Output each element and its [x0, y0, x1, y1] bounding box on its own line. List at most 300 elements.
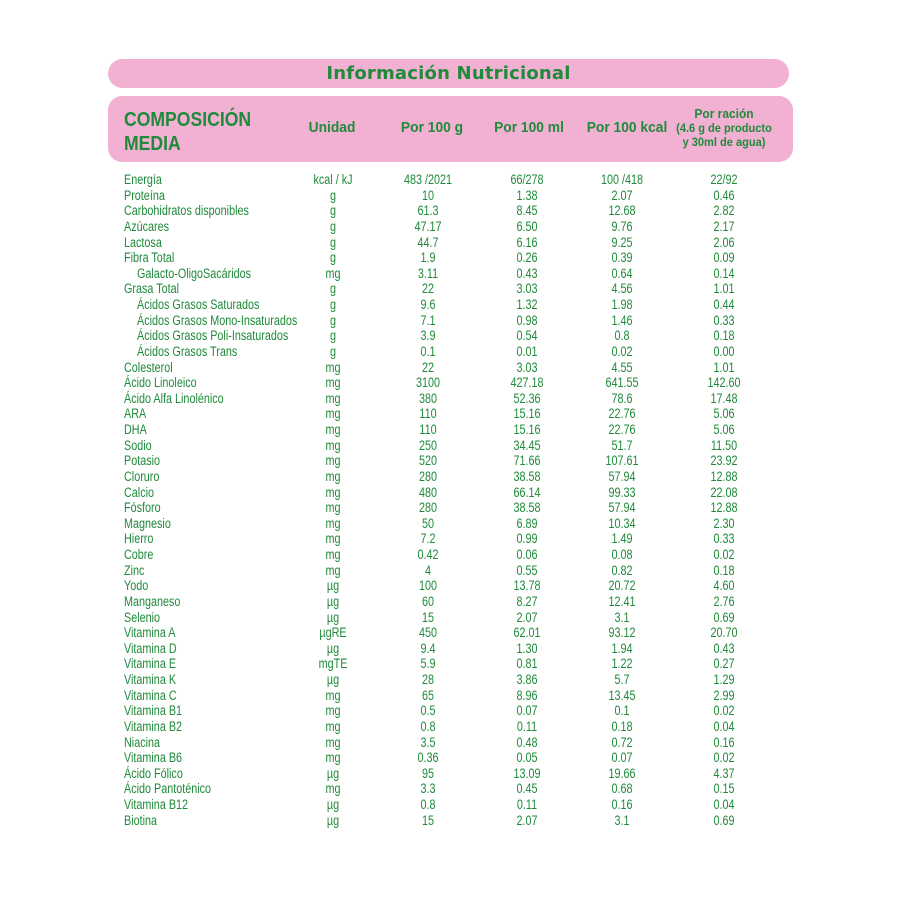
header-composition-line1: COMPOSICIÓN: [124, 109, 252, 131]
per-100g-cell: 50: [421, 515, 435, 531]
table-row: [0, 250, 900, 266]
unit-cell: mg: [325, 406, 341, 422]
per-100ml-cell: 0.43: [516, 265, 538, 281]
page-title: Información Nutricional: [326, 63, 571, 84]
nutrient-name: Fósforo: [124, 500, 161, 516]
table-row: [0, 531, 900, 547]
nutrient-name: Vitamina E: [124, 656, 177, 672]
per-100kcal-cell: 0.64: [611, 265, 633, 281]
per-100ml-cell: 0.55: [516, 562, 538, 578]
per-100g-cell: 60: [421, 593, 435, 609]
per-100ml-cell: 0.11: [516, 797, 538, 812]
per-100ml-cell: 0.07: [516, 703, 538, 719]
per-100kcal-cell: 20.72: [608, 578, 636, 594]
header-unit: Unidad: [308, 119, 356, 136]
per-100g-cell: 0.5: [420, 703, 436, 719]
per-serving-cell: 0.33: [713, 312, 735, 328]
per-100kcal-cell: 1.98: [611, 297, 633, 312]
per-100kcal-cell: 9.76: [611, 218, 633, 234]
nutrient-name: Ácidos Grasos Mono-Insaturados: [137, 312, 298, 328]
unit-cell: mg: [325, 562, 341, 578]
per-100g-cell: 7.1: [420, 312, 436, 328]
nutrient-name: Vitamina K: [124, 672, 177, 687]
per-100ml-cell: 0.48: [516, 734, 538, 750]
nutrient-name: Ácido Pantoténico: [124, 781, 212, 797]
table-row: [0, 594, 900, 610]
per-100kcal-cell: 12.68: [608, 203, 636, 219]
header-composition: [124, 108, 265, 156]
per-100kcal-cell: 0.16: [611, 797, 633, 812]
per-100kcal-cell: 4.55: [611, 359, 633, 375]
per-100kcal-cell: 5.7: [614, 672, 630, 687]
per-100g-cell: 61.3: [417, 203, 439, 219]
nutrient-name: Yodo: [124, 578, 149, 594]
nutrient-name: Cloruro: [124, 468, 160, 484]
per-100g-cell: 0.36: [417, 750, 439, 766]
table-row: [0, 750, 900, 766]
per-100kcal-cell: 0.8: [614, 328, 630, 344]
table-row: [0, 344, 900, 360]
table-row: [0, 360, 900, 376]
per-serving-cell: 0.18: [713, 562, 735, 578]
per-100g-cell: 280: [418, 468, 438, 484]
per-100ml-cell: 8.96: [516, 687, 538, 703]
nutrient-name: Ácidos Grasos Poli-Insaturados: [137, 328, 289, 344]
table-row: [0, 219, 900, 235]
per-100kcal-cell: 107.61: [605, 453, 639, 469]
table-row: [0, 313, 900, 329]
per-100ml-cell: 0.45: [516, 781, 538, 797]
per-serving-cell: 0.09: [713, 250, 735, 266]
unit-cell: mg: [325, 484, 341, 500]
nutrient-name: Vitamina C: [124, 687, 177, 703]
per-100kcal-cell: 3.1: [614, 812, 630, 828]
unit-cell: g: [329, 234, 336, 250]
per-serving-cell: 2.99: [713, 687, 735, 703]
per-100g-cell: 0.8: [420, 797, 436, 812]
per-serving-cell: 0.69: [713, 812, 735, 828]
per-100ml-cell: 0.26: [516, 250, 538, 266]
per-100kcal-cell: 22.76: [608, 422, 636, 437]
nutrient-name: Grasa Total: [124, 281, 180, 297]
per-serving-cell: 1.01: [713, 281, 735, 297]
per-100kcal-cell: 2.07: [611, 187, 633, 203]
header-per-100kcal: Por 100 kcal: [586, 119, 668, 136]
per-100ml-cell: 0.54: [516, 328, 538, 344]
unit-cell: µgRE: [319, 625, 347, 641]
unit-cell: mg: [325, 718, 341, 734]
per-100ml-cell: 15.16: [513, 422, 541, 437]
table-row: [0, 391, 900, 407]
unit-cell: mg: [325, 531, 341, 547]
unit-cell: g: [329, 297, 336, 312]
nutrient-name: Ácidos Grasos Trans: [137, 343, 238, 359]
nutrient-name: Azúcares: [124, 218, 170, 234]
per-serving-cell: 1.29: [713, 672, 735, 687]
per-100g-cell: 480: [418, 484, 438, 500]
per-serving-cell: 0.27: [713, 656, 735, 672]
per-100ml-cell: 15.16: [513, 406, 541, 422]
per-100kcal-cell: 0.82: [611, 562, 633, 578]
per-100ml-cell: 0.06: [516, 547, 538, 562]
nutrient-name: Proteína: [124, 187, 165, 203]
table-row: [0, 406, 900, 422]
nutrient-name: Ácidos Grasos Saturados: [137, 297, 260, 312]
per-100ml-cell: 1.38: [516, 187, 538, 203]
unit-cell: g: [329, 312, 336, 328]
nutrient-name: Fibra Total: [124, 250, 175, 266]
nutrient-name: Zinc: [124, 562, 145, 578]
per-100g-cell: 110: [419, 406, 437, 422]
per-100ml-cell: 0.81: [516, 656, 538, 672]
header-per-serving-line3: y 30ml de agua): [682, 135, 766, 149]
nutrient-name: Potasio: [124, 453, 161, 469]
per-100g-cell: 9.6: [420, 297, 436, 312]
table-row: [0, 235, 900, 251]
unit-cell: mg: [325, 515, 341, 531]
table-row: [0, 781, 900, 797]
per-100ml-cell: 0.05: [516, 750, 538, 766]
table-row: [0, 453, 900, 469]
per-100ml-cell: 0.01: [516, 343, 538, 359]
per-100g-cell: 22: [421, 359, 435, 375]
per-serving-cell: 0.02: [713, 750, 735, 766]
per-100kcal-cell: 1.22: [611, 656, 633, 672]
per-100g-cell: 0.42: [417, 547, 439, 562]
per-serving-cell: 2.76: [713, 593, 735, 609]
per-100ml-cell: 38.58: [513, 500, 541, 516]
per-serving-cell: 22.08: [710, 484, 738, 500]
header-per-serving-line2: (4.6 g de producto: [676, 121, 772, 135]
per-100kcal-cell: 13.45: [608, 687, 636, 703]
per-100g-cell: 520: [418, 453, 438, 469]
per-serving-cell: 0.33: [713, 531, 735, 547]
nutrition-table: [0, 172, 900, 828]
header-per-serving-line1: Por ración: [694, 106, 754, 121]
nutrient-name: Ácido Fólico: [124, 765, 183, 781]
nutrient-name: Cobre: [124, 547, 154, 562]
per-100ml-cell: 62.01: [513, 625, 541, 641]
table-row: [0, 703, 900, 719]
per-100g-cell: 44.7: [417, 234, 439, 250]
unit-cell: g: [329, 203, 336, 219]
table-row: [0, 422, 900, 438]
table-header: [108, 96, 793, 162]
per-100kcal-cell: 1.94: [611, 640, 633, 656]
unit-cell: mg: [325, 500, 341, 516]
per-100kcal-cell: 19.66: [608, 765, 636, 781]
unit-cell: mg: [325, 437, 341, 453]
per-100ml-cell: 3.86: [516, 672, 538, 687]
per-serving-cell: 0.02: [713, 547, 735, 562]
unit-cell: g: [329, 343, 336, 359]
per-100ml-cell: 6.16: [516, 234, 538, 250]
table-row: [0, 578, 900, 594]
unit-cell: µg: [326, 609, 340, 625]
per-100kcal-cell: 51.7: [611, 437, 633, 453]
header-per-100ml: Por 100 ml: [494, 119, 564, 136]
per-100kcal-cell: 0.08: [611, 547, 633, 562]
per-100g-cell: 4: [424, 562, 431, 578]
per-100g-cell: 100: [418, 578, 438, 594]
per-100g-cell: 5.9: [420, 656, 436, 672]
nutrient-name: Manganeso: [124, 593, 181, 609]
per-100ml-cell: 2.07: [516, 609, 538, 625]
per-100g-cell: 3.11: [417, 265, 439, 281]
per-100kcal-cell: 0.1: [614, 703, 630, 719]
table-row: [0, 813, 900, 829]
table-row: [0, 485, 900, 501]
nutrient-name: Niacina: [124, 734, 161, 750]
per-100ml-cell: 66.14: [513, 484, 541, 500]
per-100g-cell: 0.1: [420, 343, 436, 359]
per-100ml-cell: 3.03: [516, 281, 538, 297]
header-per-100g: Por 100 g: [400, 119, 464, 136]
per-100kcal-cell: 99.33: [608, 484, 636, 500]
per-100kcal-cell: 0.07: [611, 750, 633, 766]
per-100kcal-cell: 93.12: [608, 625, 636, 641]
per-100kcal-cell: 9.25: [611, 234, 633, 250]
table-row: [0, 438, 900, 454]
nutrient-name: DHA: [124, 422, 147, 437]
per-100ml-cell: 13.09: [513, 765, 541, 781]
per-100kcal-cell: 4.56: [611, 281, 633, 297]
table-row: [0, 547, 900, 563]
unit-cell: mg: [325, 359, 341, 375]
per-100g-cell: 22: [421, 281, 435, 297]
per-100kcal-cell: 0.39: [611, 250, 633, 266]
per-100kcal-cell: 57.94: [608, 500, 636, 516]
per-serving-cell: 20.70: [710, 625, 738, 641]
per-100kcal-cell: 0.68: [611, 781, 633, 797]
nutrient-name: Hierro: [124, 531, 154, 547]
per-100g-cell: 3100: [415, 375, 441, 391]
per-serving-cell: 2.30: [713, 515, 735, 531]
nutrient-name: Energía: [124, 172, 162, 187]
per-100ml-cell: 2.07: [516, 812, 538, 828]
title-banner: [108, 59, 789, 88]
unit-cell: g: [329, 281, 336, 297]
nutrient-name: Colesterol: [124, 359, 173, 375]
per-serving-cell: 0.18: [713, 328, 735, 344]
table-row: [0, 281, 900, 297]
table-row: [0, 297, 900, 313]
per-100ml-cell: 427.18: [510, 375, 544, 391]
per-100ml-cell: 3.03: [516, 359, 538, 375]
per-100kcal-cell: 10.34: [608, 515, 636, 531]
per-100ml-cell: 8.27: [516, 593, 538, 609]
unit-cell: µg: [326, 640, 340, 656]
per-serving-cell: 11.50: [710, 437, 738, 453]
per-serving-cell: 2.06: [713, 234, 735, 250]
per-100kcal-cell: 57.94: [608, 468, 636, 484]
table-row: [0, 516, 900, 532]
unit-cell: µg: [326, 812, 340, 828]
unit-cell: mg: [325, 687, 341, 703]
table-row: [0, 266, 900, 282]
table-row: [0, 172, 900, 188]
per-100kcal-cell: 641.55: [605, 375, 639, 391]
unit-cell: g: [329, 250, 336, 266]
table-row: [0, 469, 900, 485]
per-100g-cell: 7.2: [420, 531, 436, 547]
per-serving-cell: 1.01: [713, 359, 735, 375]
per-100ml-cell: 38.58: [513, 468, 541, 484]
table-row: [0, 688, 900, 704]
per-100g-cell: 9.4: [420, 640, 436, 656]
per-100g-cell: 483 /2021: [403, 172, 453, 187]
per-serving-cell: 0.14: [713, 265, 735, 281]
unit-cell: mg: [325, 547, 341, 562]
per-100kcal-cell: 1.46: [611, 312, 633, 328]
per-serving-cell: 23.92: [710, 453, 738, 469]
per-100g-cell: 28: [421, 672, 435, 687]
unit-cell: µg: [326, 672, 340, 687]
per-serving-cell: 4.37: [713, 765, 735, 781]
per-100g-cell: 10: [421, 187, 435, 203]
per-100g-cell: 47.17: [414, 218, 442, 234]
nutrient-name: Magnesio: [124, 515, 171, 531]
nutrient-name: Vitamina B6: [124, 750, 183, 766]
unit-cell: kcal / kJ: [313, 172, 353, 187]
per-100ml-cell: 0.99: [516, 531, 538, 547]
nutrient-name: Selenio: [124, 609, 161, 625]
unit-cell: g: [329, 187, 336, 203]
unit-cell: µg: [326, 797, 340, 812]
per-serving-cell: 22/92: [710, 172, 738, 187]
per-100kcal-cell: 22.76: [608, 406, 636, 422]
header-per-serving: [669, 107, 779, 149]
unit-cell: mg: [325, 453, 341, 469]
per-100g-cell: 450: [418, 625, 438, 641]
table-row: [0, 375, 900, 391]
per-serving-cell: 0.16: [713, 734, 735, 750]
nutrient-name: Lactosa: [124, 234, 162, 250]
per-serving-cell: 12.88: [710, 468, 738, 484]
per-100ml-cell: 52.36: [513, 390, 541, 406]
per-serving-cell: 142.60: [707, 375, 741, 391]
per-serving-cell: 0.43: [713, 640, 735, 656]
per-serving-cell: 2.82: [713, 203, 735, 219]
nutrient-name: Vitamina B2: [124, 718, 183, 734]
per-serving-cell: 4.60: [713, 578, 735, 594]
table-row: [0, 719, 900, 735]
per-100ml-cell: 6.50: [516, 218, 538, 234]
per-serving-cell: 12.88: [710, 500, 738, 516]
table-row: [0, 766, 900, 782]
table-row: [0, 203, 900, 219]
nutrient-name: Vitamina B1: [124, 703, 183, 719]
per-100kcal-cell: 12.41: [608, 593, 636, 609]
unit-cell: mg: [325, 781, 341, 797]
nutrient-name: Biotina: [124, 812, 158, 828]
header-composition-line2: MEDIA: [124, 133, 181, 155]
per-100g-cell: 3.3: [420, 781, 436, 797]
nutrient-name: Carbohidratos disponibles: [124, 203, 249, 219]
per-100g-cell: 65: [421, 687, 435, 703]
unit-cell: g: [329, 218, 336, 234]
per-100ml-cell: 8.45: [516, 203, 538, 219]
per-100kcal-cell: 0.72: [611, 734, 633, 750]
table-row: [0, 188, 900, 204]
nutrient-name: Calcio: [124, 484, 155, 500]
nutrient-name: Vitamina A: [124, 625, 176, 641]
per-100g-cell: 0.8: [420, 718, 436, 734]
nutrient-name: ARA: [124, 406, 147, 422]
per-100g-cell: 15: [421, 812, 435, 828]
per-100g-cell: 3.5: [420, 734, 436, 750]
per-serving-cell: 0.46: [713, 187, 735, 203]
unit-cell: mg: [325, 390, 341, 406]
per-100g-cell: 110: [419, 422, 437, 437]
nutrient-name: Sodio: [124, 437, 152, 453]
per-100ml-cell: 1.30: [516, 640, 538, 656]
unit-cell: mg: [325, 734, 341, 750]
per-100ml-cell: 66/278: [510, 172, 544, 187]
per-100kcal-cell: 100 /418: [600, 172, 644, 187]
per-100ml-cell: 13.78: [513, 578, 541, 594]
table-row: [0, 625, 900, 641]
per-100g-cell: 1.9: [420, 250, 436, 266]
per-serving-cell: 5.06: [713, 406, 735, 422]
per-serving-cell: 2.17: [713, 218, 735, 234]
per-100ml-cell: 1.32: [516, 297, 538, 312]
per-100g-cell: 95: [421, 765, 435, 781]
unit-cell: mg: [325, 422, 341, 437]
table-row: [0, 500, 900, 516]
table-row: [0, 641, 900, 657]
per-100kcal-cell: 78.6: [611, 390, 633, 406]
unit-cell: µg: [326, 578, 340, 594]
per-100kcal-cell: 3.1: [614, 609, 630, 625]
per-serving-cell: 17.48: [710, 390, 738, 406]
per-serving-cell: 0.15: [713, 781, 735, 797]
per-serving-cell: 0.44: [713, 297, 735, 312]
per-100ml-cell: 6.89: [516, 515, 538, 531]
per-serving-cell: 5.06: [713, 422, 735, 437]
per-100ml-cell: 71.66: [513, 453, 541, 469]
per-100g-cell: 3.9: [420, 328, 436, 344]
per-serving-cell: 0.00: [713, 343, 735, 359]
nutrient-name: Vitamina B12: [124, 797, 189, 812]
nutrient-name: Ácido Linoleico: [124, 375, 197, 391]
table-row: [0, 563, 900, 579]
per-100g-cell: 250: [418, 437, 438, 453]
nutrient-name: Vitamina D: [124, 640, 177, 656]
table-row: [0, 328, 900, 344]
unit-cell: mg: [325, 265, 341, 281]
per-serving-cell: 0.02: [713, 703, 735, 719]
per-100kcal-cell: 0.02: [611, 343, 633, 359]
table-row: [0, 735, 900, 751]
per-100ml-cell: 0.11: [516, 718, 538, 734]
unit-cell: mg: [325, 468, 341, 484]
per-100g-cell: 15: [421, 609, 435, 625]
per-100g-cell: 280: [418, 500, 438, 516]
table-row: [0, 672, 900, 688]
unit-cell: mgTE: [318, 656, 348, 672]
unit-cell: µg: [326, 593, 340, 609]
per-100ml-cell: 0.98: [516, 312, 538, 328]
table-row: [0, 656, 900, 672]
per-100kcal-cell: 1.49: [611, 531, 633, 547]
nutrient-name: Galacto-OligoSacáridos: [137, 265, 252, 281]
table-row: [0, 797, 900, 813]
unit-cell: mg: [325, 750, 341, 766]
unit-cell: µg: [326, 765, 340, 781]
per-serving-cell: 0.04: [713, 718, 735, 734]
per-100g-cell: 380: [418, 390, 438, 406]
